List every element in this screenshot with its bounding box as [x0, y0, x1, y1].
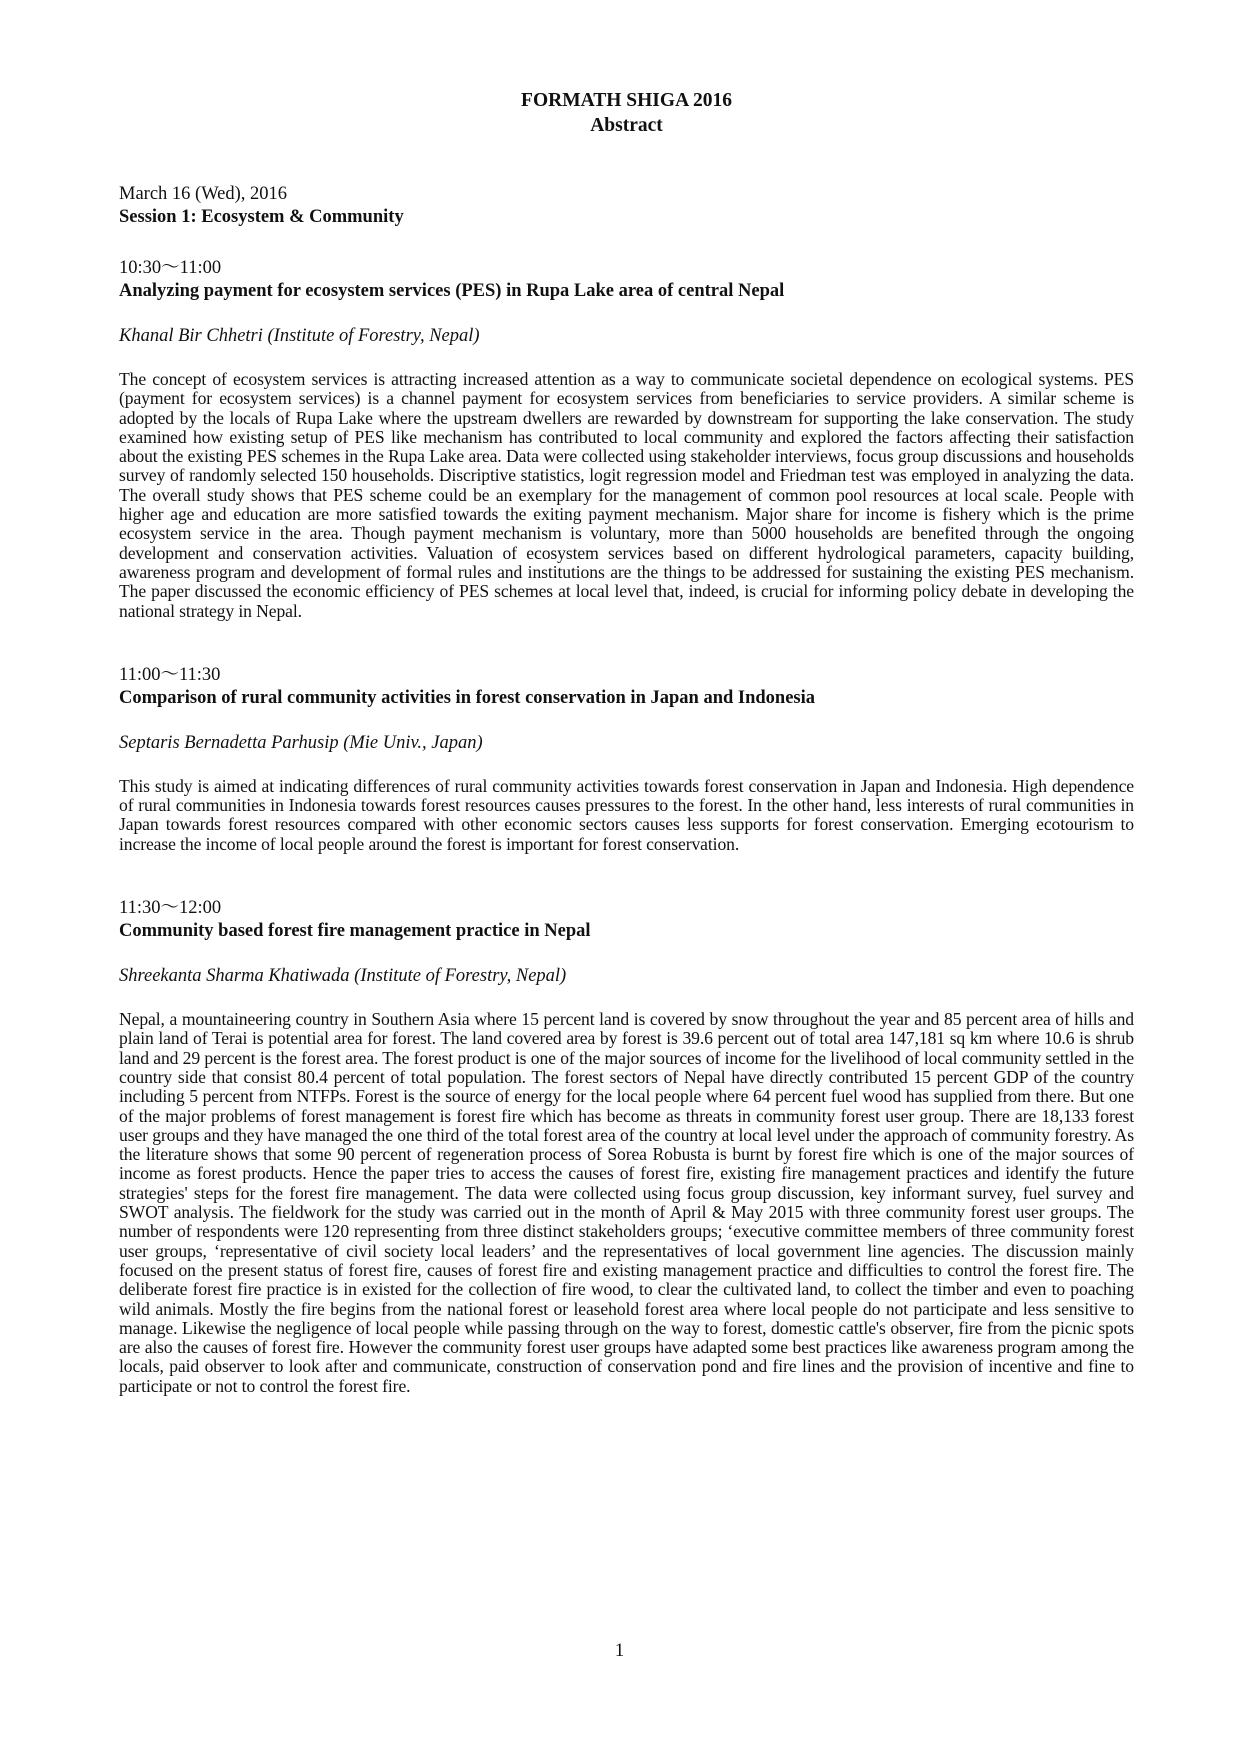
talk-entry — [119, 897, 1134, 1396]
document-type: Abstract — [590, 115, 663, 136]
talk-title: Analyzing payment for ecosystem services (PES) in Rupa Lake area of central Nepal — [119, 281, 785, 301]
session-title: Session 1: Ecosystem & Community — [119, 207, 404, 227]
talk-entry — [119, 664, 1134, 854]
talk-abstract: Nepal, a mountaineering country in Southern Asia where 15 percent land is covered by snow throughout the year and 85 percent area of hills and plain land of Terai is potential area for forest. The land covered area by forest is 39.6 percent out of total area 147,181 sq km where 10.6 is shrub land and 29 percent is the forest area. The forest product is one of the major sources of income for the livelihood of local community settled in the country side that consist 80.4 percent of total population. The forest sectors of Nepal have directly contributed 15 percent GDP of the country including 5 percent from NTFPs. Forest is the source of energy for the local people where 64 percent fuel wood has supplied from there. But one of the major problems of forest management is forest fire which has become as threats in community forest user group. There are 18,133 forest user groups and they have managed the one third of the total forest area of the country at local level under the approach of community forestry. As the literature shows that some 90 percent of regeneration process of Sorea Robusta is burnt by forest fire which is one of the major sources of income as forest products. Hence the paper tries to access the causes of forest fire, existing fire management practices and identify the future strategies' steps for the forest fire management. The data were collected using focus group discussion, key informant survey, fuel survey and SWOT analysis. The fieldwork for the study was carried out in the month of April & May 2015 with three community forest user groups. The number of respondents were 120 representing from three distinct stakeholders groups; ‘executive committee members of three community forest user groups, ‘representative of civil society local leaders’ and the representatives of local government line agencies. The discussion mainly focused on the present status of forest fire, causes of forest fire and existing management practice and difficulties to control the forest fire. The deliberate forest fire practice is in existed for the collection of fire wood, to clear the cultivated land, to collect the timber and even to poaching wild animals. Mostly the fire begins from the national forest or leasehold forest area where local people do not participate and less sensitive to manage. Likewise the negligence of local people while passing through on the way to forest, domestic cattle's observer, fire from the picnic spots are also the causes of forest fire. However the community forest user groups have adapted some best practices like awareness program among the locals, paid observer to look after and communicate, construction of conservation pond and fire lines and the provision of incentive and fine to participate or not to control the forest fire. — [119, 1009, 1134, 1396]
document-header — [119, 88, 1134, 138]
talk-time: 10:30〜11:00 — [119, 258, 222, 278]
talk-time: 11:00〜11:30 — [119, 664, 221, 685]
talk-entry — [119, 257, 1134, 621]
talk-title: Comparison of rural community activities in forest conservation in Japan and Indonesia — [119, 687, 816, 708]
talk-author: Khanal Bir Chhetri (Institute of Forestry, Nepal) — [119, 326, 480, 346]
document-page — [119, 88, 1134, 1396]
talk-author: Septaris Bernadetta Parhusip (Mie Univ., Japan) — [119, 732, 483, 753]
page-number: 1 — [614, 1640, 625, 1661]
event-title: FORMATH SHIGA 2016 — [521, 90, 732, 111]
talk-author: Shreekanta Sharma Khatiwada (Institute of Forestry, Nepal) — [119, 966, 567, 987]
talk-time: 11:30〜12:00 — [119, 898, 222, 919]
talk-title: Community based forest fire management practice in Nepal — [119, 921, 591, 942]
talk-abstract: This study is aimed at indicating differences of rural community activities towards forest conservation in Japan and Indonesia. High dependence of rural communities in Indonesia towards forest resources causes pressures to the forest. In the other hand, less interests of rural communities in Japan towards forest resources compared with other economic sectors causes less supports for forest conservation. Emerging ecotourism to increase the income of local people around the forest is important for forest conservation. — [119, 775, 1134, 854]
session-date: March 16 (Wed), 2016 — [119, 184, 288, 204]
talk-abstract: The concept of ecosystem services is attracting increased attention as a way to communicate societal dependence on ecological systems. PES (payment for ecosystem services) is a channel payment for ecosystem services from beneficiaries to service providers. A similar scheme is adopted by the locals of Rupa Lake where the upstream dwellers are rewarded by downstream for supporting the lake conservation. The study examined how existing setup of PES like mechanism has contributed to local community and explored the factors affecting their satisfaction about the existing PES schemes in the Rupa Lake area. Data were collected using stakeholder interviews, focus group discussions and households survey of randomly selected 150 households. Discriptive statistics, logit regression model and Friedman test was employed in analyzing the data. The overall study shows that PES scheme could be an exemplary for the management of common pool resources at local scale. People with higher age and education are more satisfied towards the exiting payment mechanism. Major share for income is fishery which is the prime ecosystem service in the area. Though payment mechanism is voluntary, more than 5000 households are benefited through the ongoing development and conservation activities. Valuation of ecosystem services based on different hydrological parameters, capacity building, awareness program and development of formal rules and institutions are the things to be addressed for sustaining the existing PES mechanism. The paper discussed the economic efficiency of PES schemes at local level that, indeed, is crucial for informing policy debate in developing the national strategy in Nepal. — [119, 369, 1134, 621]
